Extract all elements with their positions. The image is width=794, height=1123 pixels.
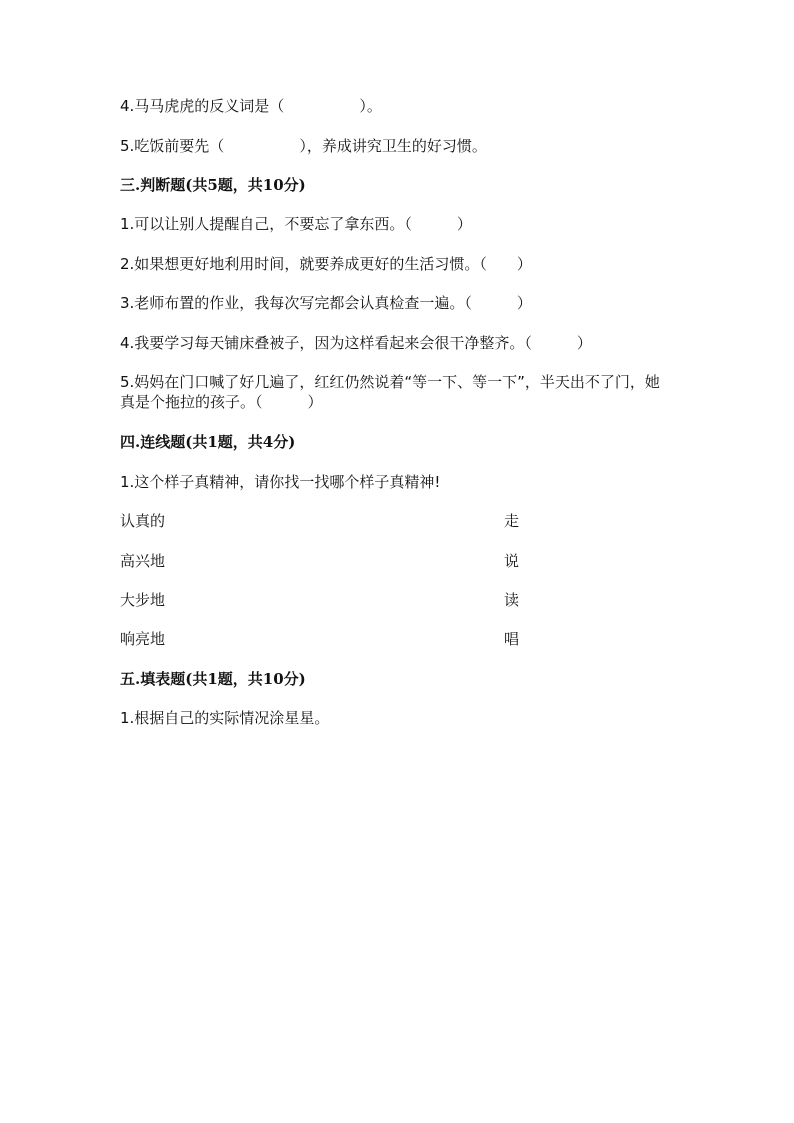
judge-section-title: 三.判断题(共5题，共10分) — [120, 176, 306, 194]
judge-item-3: 3.老师布置的作业，我每次写完都会认真检查一遍。（ ） — [120, 294, 532, 312]
matching-right-1: 走 — [504, 512, 520, 530]
matching-left-2: 高兴地 — [120, 552, 166, 570]
judge-item-1: 1.可以让别人提醒自己，不要忘了拿东西。（ ） — [120, 215, 472, 233]
table-question: 1.根据自己的实际情况涂星星。 — [120, 709, 330, 727]
table-section-title: 五.填表题(共1题，共10分) — [120, 670, 306, 688]
judge-item-2: 2.如果想更好地利用时间，就要养成更好的生活习惯。（ ） — [120, 255, 532, 273]
matching-left-3: 大步地 — [120, 591, 166, 609]
matching-section-title: 四.连线题(共1题，共4分) — [120, 433, 296, 451]
matching-left-4: 响亮地 — [120, 630, 166, 648]
fill-blank-item-4: 4.马马虎虎的反义词是（ ）。 — [120, 97, 382, 115]
matching-question: 1.这个样子真精神，请你找一找哪个样子真精神! — [120, 473, 441, 491]
fill-blank-item-5: 5.吃饭前要先（ ），养成讲究卫生的好习惯。 — [120, 137, 487, 155]
judge-item-4: 4.我要学习每天铺床叠被子，因为这样看起来会很干净整齐。（ ） — [120, 334, 592, 352]
judge-item-5: 5.妈妈在门口喊了好几遍了，红红仍然说着“等一下、等一下”，半天出不了门，她真是个拖拉的孩子。（ ） — [120, 373, 660, 411]
matching-left-1: 认真的 — [120, 512, 166, 530]
matching-right-4: 唱 — [504, 630, 520, 648]
matching-right-2: 说 — [504, 552, 520, 570]
matching-right-3: 读 — [504, 591, 520, 609]
